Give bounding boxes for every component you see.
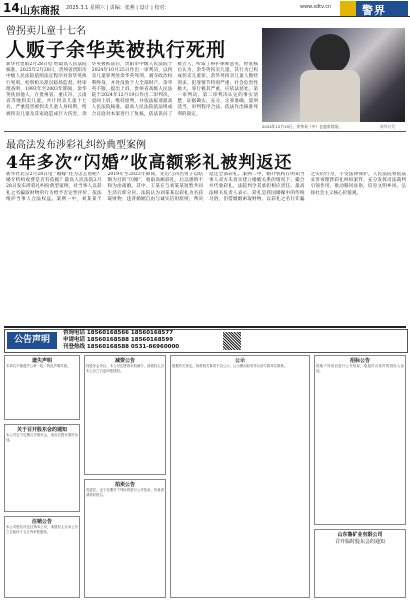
notice-7 bbox=[314, 529, 406, 598]
notice-7-title: 山东鲁矿业有限公司 bbox=[337, 532, 383, 538]
notice-3-title: 注销公告 bbox=[31, 519, 52, 525]
paper-name: 山东商报 bbox=[20, 6, 60, 17]
story1-photo bbox=[262, 28, 405, 122]
photo-figure bbox=[310, 34, 350, 74]
notice-3 bbox=[4, 516, 80, 598]
notice-6-body: 根据有关规定，现将相关事项予以公示，公示期间如有异议请与我单位联系。 bbox=[172, 364, 288, 368]
page-number: 14 bbox=[3, 1, 20, 15]
notice-1-body: 本单位不慎遗失公章一枚，特此声明作废。 bbox=[6, 364, 71, 368]
story2-kicker: 最高法发布涉彩礼纠纷典型案例 bbox=[6, 140, 146, 151]
classifieds-header bbox=[4, 329, 408, 353]
classifieds-phone-3: 刊登热线 18560168588 0531-86960000 bbox=[63, 344, 180, 350]
story2-headline: 4年多次“闪婚”收高额彩礼被判返还 bbox=[6, 153, 293, 173]
notice-4 bbox=[84, 355, 166, 475]
notice-1 bbox=[4, 355, 80, 420]
classifieds-phone-2: 申请电话 18560168588 18560168599 bbox=[63, 337, 174, 343]
notice-6-title: 公示 bbox=[234, 358, 245, 364]
notice-2 bbox=[4, 424, 80, 512]
classifieds-label: 公告声明 bbox=[7, 332, 57, 349]
notice-1-title: 遗失声明 bbox=[31, 358, 52, 364]
qr-code-icon bbox=[223, 332, 241, 350]
classifieds-phone-1: 咨询电话 18560168566 18560168577 bbox=[63, 330, 174, 336]
story1-headline: 人贩子余华英被执行死刑 bbox=[6, 39, 227, 61]
column-banner bbox=[340, 1, 408, 16]
notice-4-body: 经股东会决议，本公司注册资本拟减少，请债权人自本公告之日起申报债权。 bbox=[86, 364, 164, 373]
notice-5-title: 拍卖公告 bbox=[114, 482, 135, 488]
section-divider bbox=[4, 131, 406, 132]
story1-body bbox=[6, 62, 258, 124]
notice-7-subtitle: 召开临时股东会的通知 bbox=[334, 539, 385, 545]
notice-8-body: 现就下列项目进行公开招标，欢迎符合条件的投标人参加。 bbox=[316, 364, 404, 373]
notice-8 bbox=[314, 355, 406, 525]
notice-4-title: 减资公告 bbox=[114, 358, 135, 364]
story1-photo-credit: 新华社发 bbox=[380, 124, 396, 129]
notice-8-title: 招标公告 bbox=[349, 358, 370, 364]
ad-divider bbox=[4, 326, 406, 328]
badge-icon bbox=[340, 1, 356, 16]
story2-body bbox=[6, 172, 406, 322]
notice-2-title: 关于召开股东会的通知 bbox=[16, 427, 67, 433]
notice-2-body: 本公司定于近期召开股东会，请各位股东准时参加。 bbox=[6, 433, 78, 442]
story2-text: 新华社北京2月28日电 “婚嫁”往为怎么看呢？婚介机构收费是否有依据？最高人民法院2月28日发布涉彩礼纠纷典型案例，对当事人以彩礼之名骗取财物的行为给予否定性评价，依法维护当事人合法权益。案例一中，刘某某于2019年至2023年期间，先后与四名男子以结婚为目的“闪婚”，收取高额彩礼，后以感情不和为由离婚。其中，王某在与刘某某短暂共同生活后即分居，法院认为刘某某以彩礼为名获取财物，违背婚姻自由与诚实信用原则，判决返还全部彩礼。案例二中，婚介机构在明知当事人双方未真实建立婚姻关系的情况下，撮合并代收彩礼，法院判令其承担相应责任。最高法相关负责人表示，彩礼是我国婚嫁中的传统习俗，但借婚姻索取财物、以彩礼之名行诈骗之实的行为，不受法律保护。人民法院将依法妥善审理涉彩礼纠纷案件，充分发挥司法裁判引领作用，推动移风易俗，培育文明乡风，弘扬社会主义核心价值观。 bbox=[6, 172, 406, 202]
header-meta: 2025.3.1 星期六 | 责编：张燕 | 设计 | 校对： bbox=[66, 5, 170, 11]
column-title: 警界 bbox=[362, 4, 386, 17]
story1-caption: 2024年12月19日，余华英（中）在庭审现场。 bbox=[262, 124, 343, 129]
page-header bbox=[0, 0, 410, 17]
photo-figure-body bbox=[300, 70, 360, 122]
notice-5 bbox=[84, 479, 166, 598]
notice-5-body: 受委托，定于近期对下列标的进行公开拍卖，有意者请准时报名。 bbox=[86, 488, 164, 497]
header-url: www.sdtv.cn bbox=[300, 4, 332, 10]
notice-3-body: 本公司股东决定注销本公司，请债权人自本公告之日起四十五日内申报债权。 bbox=[6, 525, 78, 534]
notice-6 bbox=[170, 355, 310, 598]
story1-text: 新华社贵阳2月28日电 经最高人民法院核准，2025年2月28日，贵州省贵阳市中级人民法院依照法定程序对余华英执行死刑。检察机关派员临场监督。经审理查明，1993年至2003年期间，余华英伙同他人，在贵州省、重庆市、云南省等地拐卖儿童，共计拐卖儿童十七名，严重侵害被拐卖儿童人身权利，给被拐卖儿童及其家庭造成巨大伤害。余华英被抓获后，贵阳市中级人民法院于2024年10月25日作出一审判决，以拐卖儿童罪判处余华英死刑，剥夺政治权利终身，并处没收个人全部财产。余华英不服，提出上诉。贵州省高级人民法院于2024年12月19日作出二审判决，驳回上诉，维持原判，并依法报请最高人民法院核准。最高人民法院依法组成合议庭对本案进行了复核，依法讯问了被告人，听取了辩护律师意见，经复核后认为，余华英拐卖儿童，其行为已构成拐卖儿童罪。余华英拐卖儿童人数特别多，犯罪情节特别严重，社会危害性极大，罪行极其严重，应依法惩处。第一审判决、第二审判决认定的事实清楚，证据确实、充分，定罪准确，量刑适当，审判程序合法。依法作出核准死刑的裁定。 bbox=[6, 62, 258, 117]
story1-kicker: 曾拐卖儿童十七名 bbox=[6, 26, 86, 37]
